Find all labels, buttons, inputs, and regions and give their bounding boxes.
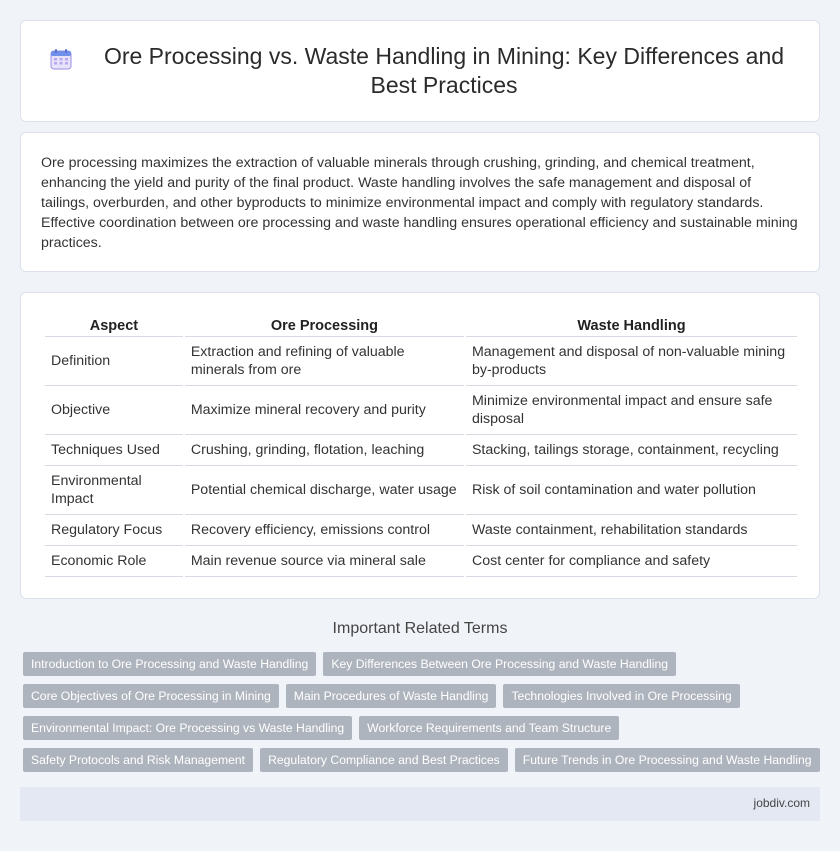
- related-term-tag[interactable]: Introduction to Ore Processing and Waste Handling: [23, 652, 316, 676]
- related-term-tag[interactable]: Safety Protocols and Risk Management: [23, 748, 253, 772]
- table-row: [45, 386, 797, 435]
- table-row: [45, 466, 797, 515]
- table-cell: Management and disposal of non-valuable mining by-products: [466, 337, 797, 386]
- table-cell: Main revenue source via mineral sale: [185, 546, 464, 577]
- table-cell: Regulatory Focus: [45, 515, 183, 546]
- table-cell: Maximize mineral recovery and purity: [185, 386, 464, 435]
- table-cell: Crushing, grinding, flotation, leaching: [185, 435, 464, 466]
- table-cell: Economic Role: [45, 546, 183, 577]
- table-cell: Recovery efficiency, emissions control: [185, 515, 464, 546]
- related-term-tag[interactable]: Key Differences Between Ore Processing and Waste Handling: [323, 652, 676, 676]
- column-header-waste-handling: Waste Handling: [466, 313, 797, 337]
- table-row: [45, 435, 797, 466]
- table-cell: Minimize environmental impact and ensure safe disposal: [466, 386, 797, 435]
- table-cell: Environmental Impact: [45, 466, 183, 515]
- table-cell: Extraction and refining of valuable minerals from ore: [185, 337, 464, 386]
- intro-paragraph: Ore processing maximizes the extraction of valuable minerals through crushing, grinding, and chemical treatment, enhancing the yield and purity of the final product. Waste handling involves the safe management and disposal of tailings, overburden, and other byproducts to minimize environmental impact and comply with regulatory standards. Effective coordination between ore processing and waste handling ensures operational efficiency and sustainable mining practices.: [41, 155, 798, 251]
- related-term-tag[interactable]: Environmental Impact: Ore Processing vs Waste Handling: [23, 716, 352, 740]
- related-term-tag[interactable]: Main Procedures of Waste Handling: [286, 684, 497, 708]
- related-term-tag[interactable]: Workforce Requirements and Team Structure: [359, 716, 619, 740]
- page-title: Ore Processing vs. Waste Handling in Mining: Key Differences and Best Practices: [103, 43, 785, 98]
- tag-row: [23, 748, 823, 772]
- table-cell: Potential chemical discharge, water usage: [185, 466, 464, 515]
- table-cell: Stacking, tailings storage, containment, recycling: [466, 435, 797, 466]
- table-row: [45, 515, 797, 546]
- related-term-tag[interactable]: Future Trends in Ore Processing and Waste Handling: [515, 748, 820, 772]
- table-cell: Risk of soil contamination and water pollution: [466, 466, 797, 515]
- table-cell: Techniques Used: [45, 435, 183, 466]
- comparison-table: [43, 313, 799, 577]
- footer-site-link[interactable]: jobdiv.com: [753, 796, 810, 810]
- related-term-tag[interactable]: Regulatory Compliance and Best Practices: [260, 748, 508, 772]
- tag-row: [23, 684, 823, 708]
- column-header-ore-processing: Ore Processing: [185, 313, 464, 337]
- tag-row: [23, 716, 823, 740]
- tag-row: [23, 652, 823, 676]
- column-header-aspect: Aspect: [45, 313, 183, 337]
- intro-card: [20, 132, 820, 272]
- header-card: [20, 20, 820, 122]
- table-cell: Objective: [45, 386, 183, 435]
- related-terms-list: [23, 652, 823, 780]
- table-cell: Waste containment, rehabilitation standards: [466, 515, 797, 546]
- table-cell: Cost center for compliance and safety: [466, 546, 797, 577]
- table-row: [45, 337, 797, 386]
- comparison-table-card: [20, 292, 820, 599]
- related-term-tag[interactable]: Technologies Involved in Ore Processing: [503, 684, 739, 708]
- related-terms-heading: Important Related Terms: [332, 620, 508, 637]
- table-header-row: [45, 313, 797, 337]
- related-term-tag[interactable]: Core Objectives of Ore Processing in Mining: [23, 684, 279, 708]
- table-row: [45, 546, 797, 577]
- footer: [20, 787, 820, 821]
- table-cell: Definition: [45, 337, 183, 386]
